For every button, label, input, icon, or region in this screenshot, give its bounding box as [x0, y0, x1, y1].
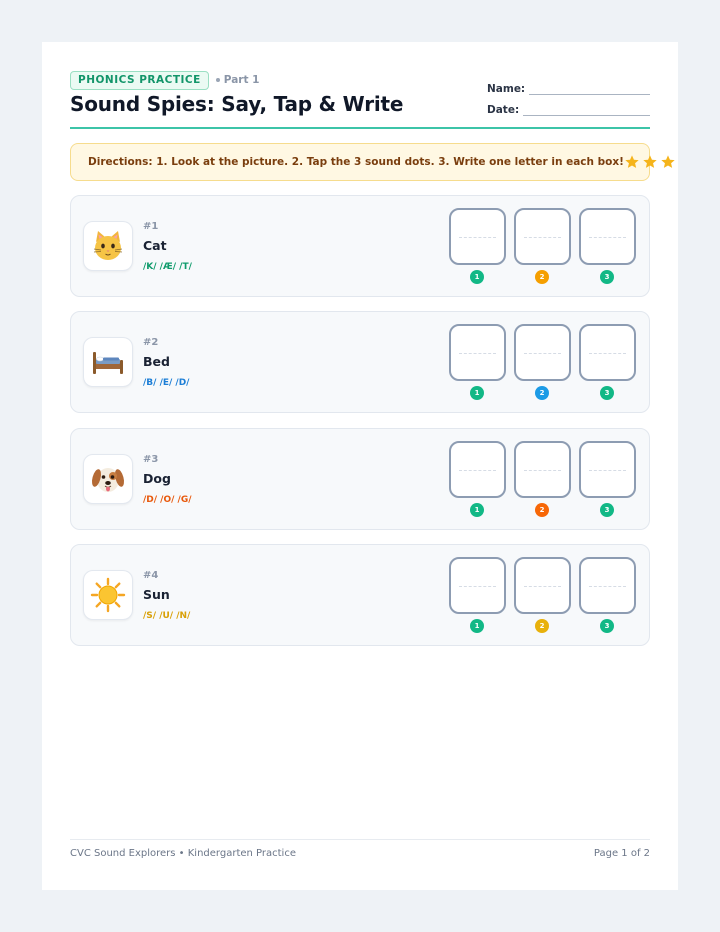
sound-dot-1[interactable]: 1	[470, 270, 484, 284]
footer-divider	[70, 839, 650, 840]
writing-guide	[524, 470, 561, 471]
writing-guide	[459, 470, 496, 471]
letter-box-3[interactable]	[579, 441, 636, 498]
part-label	[216, 74, 260, 86]
sound-dot-3[interactable]: 3	[600, 619, 614, 633]
writing-guide	[459, 237, 496, 238]
sound-dot-1[interactable]: 1	[470, 619, 484, 633]
name-line[interactable]	[529, 83, 650, 95]
word-card-bed	[70, 311, 650, 413]
footer-series: CVC Sound Explorers • Kindergarten Practice	[70, 848, 296, 859]
writing-guide	[589, 353, 626, 354]
word-number: #2	[143, 337, 159, 348]
bullet-dot	[216, 78, 220, 82]
name-label: Name:	[487, 83, 526, 95]
picture-frame	[83, 221, 133, 271]
phoneme-text: /S/ /U/ /N/	[143, 611, 191, 621]
writing-guide	[524, 237, 561, 238]
writing-guide	[459, 586, 496, 587]
letter-boxes	[449, 208, 637, 288]
star-icon	[624, 154, 640, 170]
word-label: Sun	[143, 587, 170, 602]
word-card-sun	[70, 544, 650, 646]
letter-box-2[interactable]	[514, 557, 571, 614]
sound-dot-1[interactable]: 1	[470, 386, 484, 400]
sound-dot-3[interactable]: 3	[600, 386, 614, 400]
date-line[interactable]	[523, 104, 650, 116]
picture-frame	[83, 454, 133, 504]
worksheet-header	[70, 70, 650, 130]
date-field	[487, 95, 650, 116]
cat-face-icon	[90, 228, 126, 264]
sound-dot-2[interactable]: 2	[535, 386, 549, 400]
letter-box-1[interactable]	[449, 208, 506, 265]
word-label: Dog	[143, 471, 171, 486]
word-label: Bed	[143, 354, 170, 369]
writing-guide	[524, 353, 561, 354]
letter-boxes	[449, 441, 637, 521]
word-label: Cat	[143, 238, 167, 253]
letter-box-2[interactable]	[514, 208, 571, 265]
writing-guide	[589, 586, 626, 587]
writing-guide	[589, 470, 626, 471]
sound-dot-2[interactable]: 2	[535, 503, 549, 517]
phoneme-text: /B/ /E/ /D/	[143, 378, 190, 388]
writing-guide	[459, 353, 496, 354]
sound-dot-1[interactable]: 1	[470, 503, 484, 517]
writing-guide	[589, 237, 626, 238]
phoneme-text: /K/ /Æ/ /T/	[143, 262, 192, 272]
sound-dot-3[interactable]: 3	[600, 270, 614, 284]
letter-box-3[interactable]	[579, 557, 636, 614]
worksheet-page	[42, 42, 678, 890]
word-number: #3	[143, 454, 159, 465]
sound-dot-2[interactable]: 2	[535, 619, 549, 633]
student-fields	[487, 74, 650, 116]
letter-box-1[interactable]	[449, 441, 506, 498]
star-icon	[660, 154, 676, 170]
picture-frame	[83, 337, 133, 387]
letter-box-3[interactable]	[579, 208, 636, 265]
picture-frame	[83, 570, 133, 620]
letter-box-3[interactable]	[579, 324, 636, 381]
star-icon	[642, 154, 658, 170]
name-field	[487, 74, 650, 95]
tag-row	[70, 70, 259, 90]
letter-boxes	[449, 324, 637, 404]
header-divider	[70, 127, 650, 129]
writing-guide	[524, 586, 561, 587]
sun-icon	[90, 577, 126, 613]
bed-icon	[90, 344, 126, 380]
directions-text: Directions: 1. Look at the picture. 2. Tap the 3 sound dots. 3. Write one letter in each box!	[88, 156, 624, 168]
date-label: Date:	[487, 104, 520, 116]
letter-box-1[interactable]	[449, 557, 506, 614]
letter-box-1[interactable]	[449, 324, 506, 381]
sound-dot-3[interactable]: 3	[600, 503, 614, 517]
word-card-cat	[70, 195, 650, 297]
phoneme-text: /D/ /O/ /G/	[143, 495, 192, 505]
worksheet-title: Sound Spies: Say, Tap & Write	[70, 92, 404, 116]
page-number: Page 1 of 2	[593, 848, 650, 859]
directions-banner	[70, 143, 650, 181]
letter-box-2[interactable]	[514, 441, 571, 498]
word-card-dog	[70, 428, 650, 530]
part-text: Part 1	[223, 74, 260, 86]
star-rating	[624, 154, 676, 170]
letter-box-2[interactable]	[514, 324, 571, 381]
subject-tag: PHONICS PRACTICE	[70, 71, 209, 90]
word-number: #1	[143, 221, 159, 232]
dog-face-icon	[90, 461, 126, 497]
worksheet-footer	[70, 848, 650, 859]
word-number: #4	[143, 570, 159, 581]
sound-dot-2[interactable]: 2	[535, 270, 549, 284]
letter-boxes	[449, 557, 637, 637]
